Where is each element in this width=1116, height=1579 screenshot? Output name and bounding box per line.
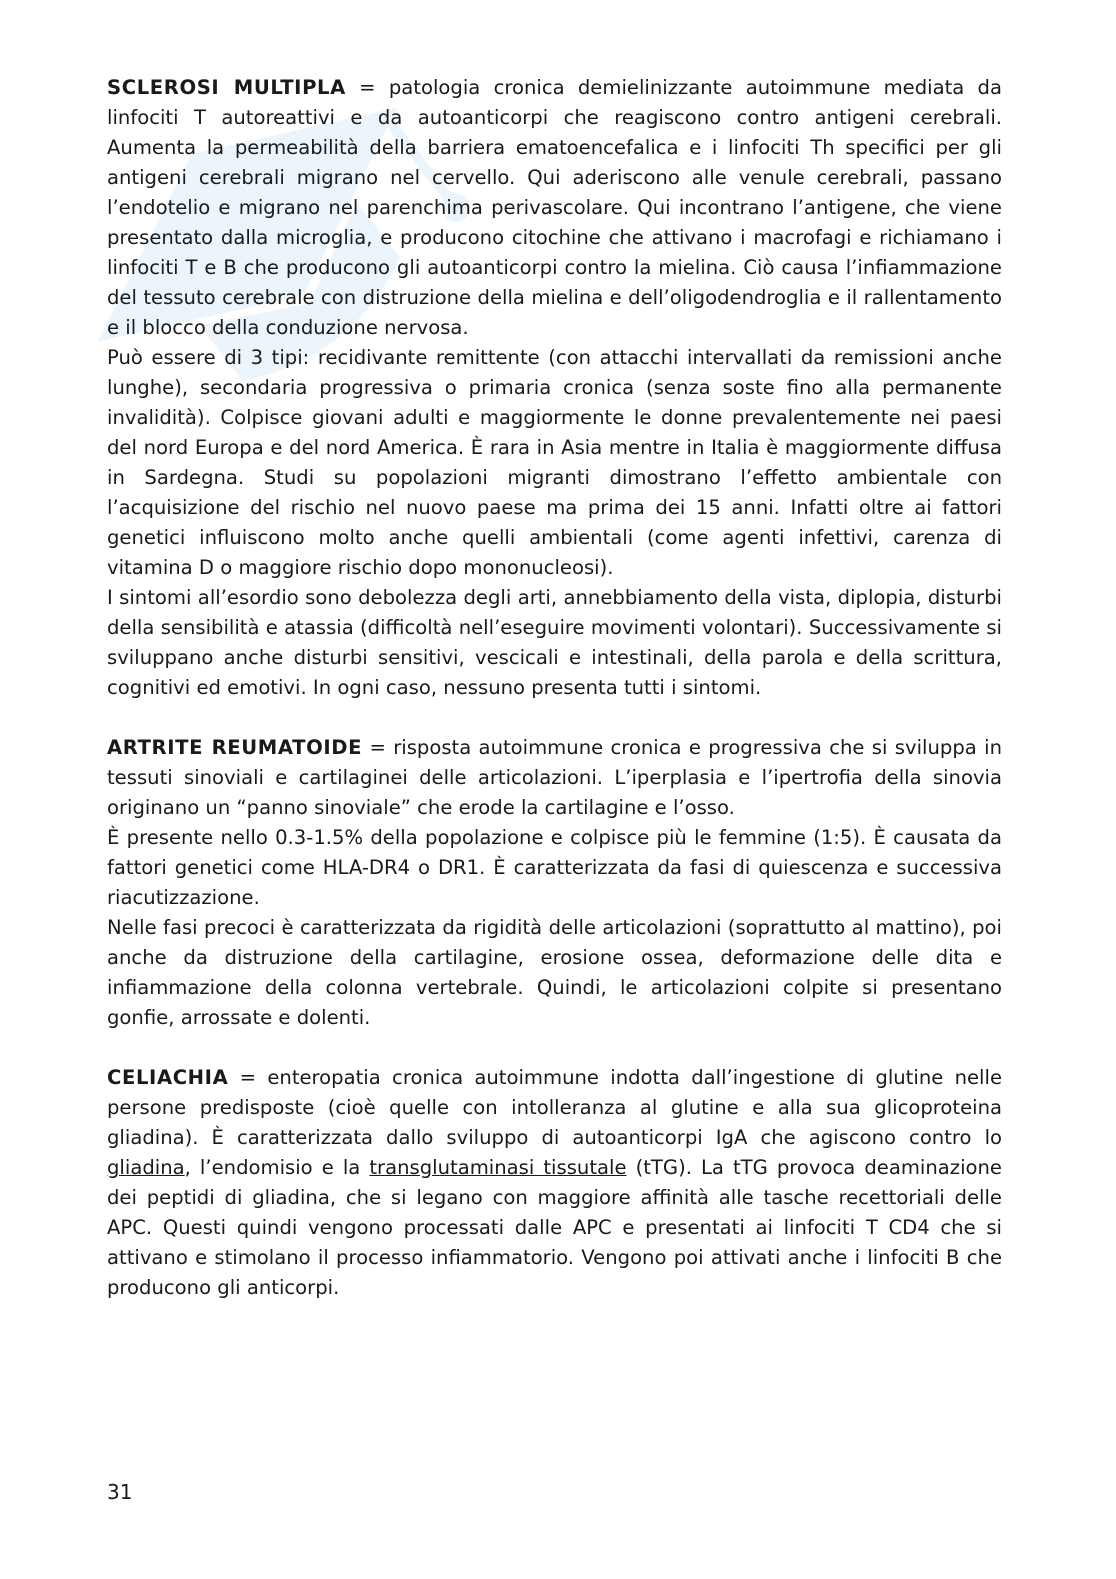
artrite-paragraph-1: ARTRITE REUMATOIDE = risposta autoimmune cronica e progressiva che si sviluppa in tessuti sinoviali e cartilaginei delle articolazioni. L’iperplasia e l’ipertrofia della sinovia originano un “panno sinoviale” che erode la cartilagine e l’osso.: [107, 736, 1002, 819]
underlined-transglutaminasi: transglutaminasi tissutale: [369, 1156, 627, 1179]
document-body: [107, 73, 1002, 1303]
artrite-paragraph-2: È presente nello 0.3-1.5% della popolazione e colpisce più le femmine (1:5). È causata da fattori genetici come HLA-DR4 o DR1. È caratterizzata da fasi di quiescenza e successiva riacutizzazione.: [107, 826, 1002, 909]
sclerosi-paragraph-3: I sintomi all’esordio sono debolezza degli arti, annebbiamento della vista, diplopia, disturbi della sensibilità e atassia (difficoltà nell’eseguire movimenti volontari). Successivamente si sviluppano anche disturbi sensitivi, vescicali e intestinali, della parola e della scrittura, cognitivi ed emotivi. In ogni caso, nessuno presenta tutti i sintomi.: [107, 586, 1002, 699]
celiachia-paragraph-1: CELIACHIA = enteropatia cronica autoimmune indotta dall’ingestione di glutine nelle persone predisposte (cioè quelle con intolleranza al glutine e alla sua glicoproteina gliadina). È caratterizzata dallo sviluppo di autoanticorpi IgA che agiscono contro lo gliadina, l’endomisio e la transglutaminasi tissutale (tTG). La tTG provoca deaminazione dei peptidi di gliadina, che si legano con maggiore affinità alle tasche recettoriali delle APC. Questi quindi vengono processati dalle APC e presentati ai linfociti T CD4 che si attivano e stimolano il processo infiammatorio. Vengono poi attivati anche i linfociti B che producono gli anticorpi.: [107, 1066, 1002, 1299]
artrite-paragraph-3: Nelle fasi precoci è caratterizzata da rigidità delle articolazioni (soprattutto al mattino), poi anche da distruzione della cartilagine, erosione ossea, deformazione delle dita e infiammazione della colonna vertebrale. Quindi, le articolazioni colpite si presentano gonfie, arrossate e dolenti.: [107, 916, 1002, 1029]
term-sclerosi-multipla: SCLEROSI MULTIPLA: [107, 76, 346, 99]
sclerosi-paragraph-2: Può essere di 3 tipi: recidivante remittente (con attacchi intervallati da remissioni anche lunghe), secondaria progressiva o primaria cronica (senza soste fino alla permanente invalidità). Colpisce giovani adulti e maggiormente le donne prevalentemente nei paesi del nord Europa e del nord America. È rara in Asia mentre in Italia è maggiormente diffusa in Sardegna. Studi su popolazioni migranti dimostrano l’effetto ambientale con l’acquisizione del rischio nel nuovo paese ma prima dei 15 anni. Infatti oltre ai fattori genetici influiscono molto anche quelli ambientali (come agenti infettivi, carenza di vitamina D o maggiore rischio dopo mononucleosi).: [107, 346, 1002, 579]
term-celiachia: CELIACHIA: [107, 1066, 229, 1089]
sclerosi-paragraph-1: SCLEROSI MULTIPLA = patologia cronica demielinizzante autoimmune mediata da linfociti T autoreattivi e da autoanticorpi che reagiscono contro antigeni cerebrali. Aumenta la permeabilità della barriera ematoencefalica e i linfociti Th specifici per gli antigeni cerebrali migrano nel cervello. Qui aderiscono alle venule cerebrali, passano l’endotelio e migrano nel parenchima perivascolare. Qui incontrano l’antigene, che viene presentato dalla microglia, e producono citochine che attivano i macrofagi e richiamano i linfociti T e B che producono gli autoanticorpi contro la mielina. Ciò causa l’infiammazione del tessuto cerebrale con distruzione della mielina e dell’oligodendroglia e il rallentamento e il blocco della conduzione nervosa.: [107, 76, 1003, 339]
page-number: 31: [107, 1480, 133, 1504]
section-spacer: [107, 703, 1002, 733]
term-artrite-reumatoide: ARTRITE REUMATOIDE: [107, 736, 363, 759]
underlined-gliadina: gliadina: [107, 1156, 185, 1179]
section-spacer: [107, 1033, 1002, 1063]
